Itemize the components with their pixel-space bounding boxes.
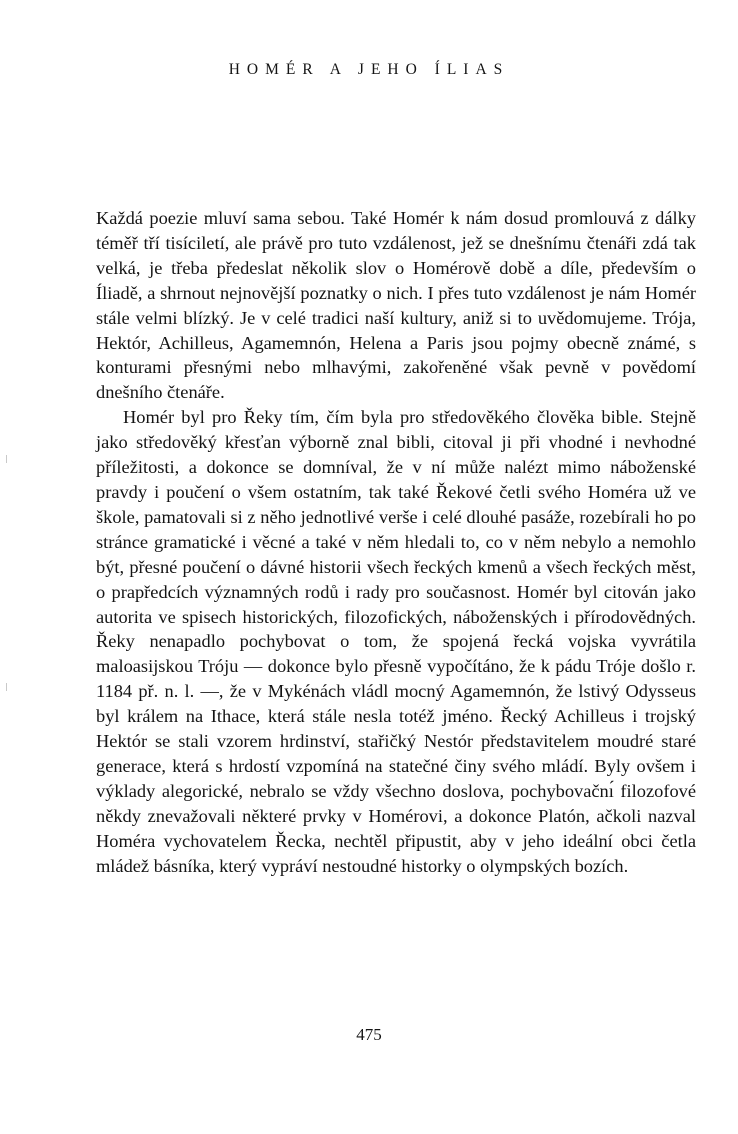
paragraph-1: Každá poezie mluví sama sebou. Také Homér k nám dosud promlouvá z dálky téměř tří tisíciletí, ale právě pro tuto vzdálenost, jež se dnešnímu čtenáři zdá tak velká, je třeba předeslat několik slov o Homérově době a díle, především o Íliadě, a shrnout nejnovější poznatky o nich. I přes tuto vzdálenost je nám Homér stále velmi blízký. Je v celé tradici naší kultury, aniž si to uvědomujeme. Trója, Hektór, Achilleus, Agamemnón, Helena a Paris jsou pojmy obecně známé, s konturami přesnými nebo mlhavými, zakořeněné však pevně v povědomí dnešního čtenáře.: [96, 208, 696, 403]
paragraph-2: Homér byl pro Řeky tím, čím byla pro středověkého člověka bible. Stejně jako středověký křesťan výborně znal bibli, citoval ji při vhodné i nevhodné příležitosti, a dokonce se domníval, že v ní může nalézt mimo náboženské pravdy i poučení o všem ostatním, tak také Řekové četli svého Homéra už ve škole, pamatovali si z něho jednotlivé verše i celé dlouhé pasáže, rozebírali ho po stránce gramatické i věcné a také v něm hledali to, co v něm nebylo a nemohlo být, přesné poučení o dávné historii všech řeckých kmenů a všech řeckých měst, o prapředcích významných rodů i rady pro současnost. Homér byl citován jako autorita ve spisech historických, filozofických, náboženských i přírodovědných. Řeky nenapadlo pochybovat o tom, že spojená řecká vojska vyvrátila maloasijskou Tróju — dokonce bylo přesně vypočítáno, že k pádu Tróje došlo r. 1184 př. n. l. —, že v Mykénách vládl mocný Agamemnón, že lstivý Odysseus byl králem na Ithace, která stále nesla totéž jméno. Řecký Achilleus i trojský Hektór se stali vzorem hrdinství, stařičký Nestór představitelem moudré staré generace, která s hrdostí vzpomíná na statečné činy svého mládí. Byly ovšem i výklady alegorické, nebralo se vždy všechno doslova, pochybovačnı́ filozofové někdy znevažovali některé prvky v Homérovi, a dokonce Platón, ačkoli nazval Homéra vychovatelem Řecka, nechtěl připustit, aby v jeho ideální obci četla mládež básníka, který vypráví nestoudné historky o olympských bozích.: [96, 407, 696, 876]
scan-margin-mark: [6, 683, 7, 691]
body-text: [96, 206, 696, 878]
scan-margin-mark: [6, 455, 7, 463]
running-title: HOMÉR A JEHO ÍLIAS: [228, 61, 510, 78]
page-number: 475: [356, 1025, 382, 1044]
